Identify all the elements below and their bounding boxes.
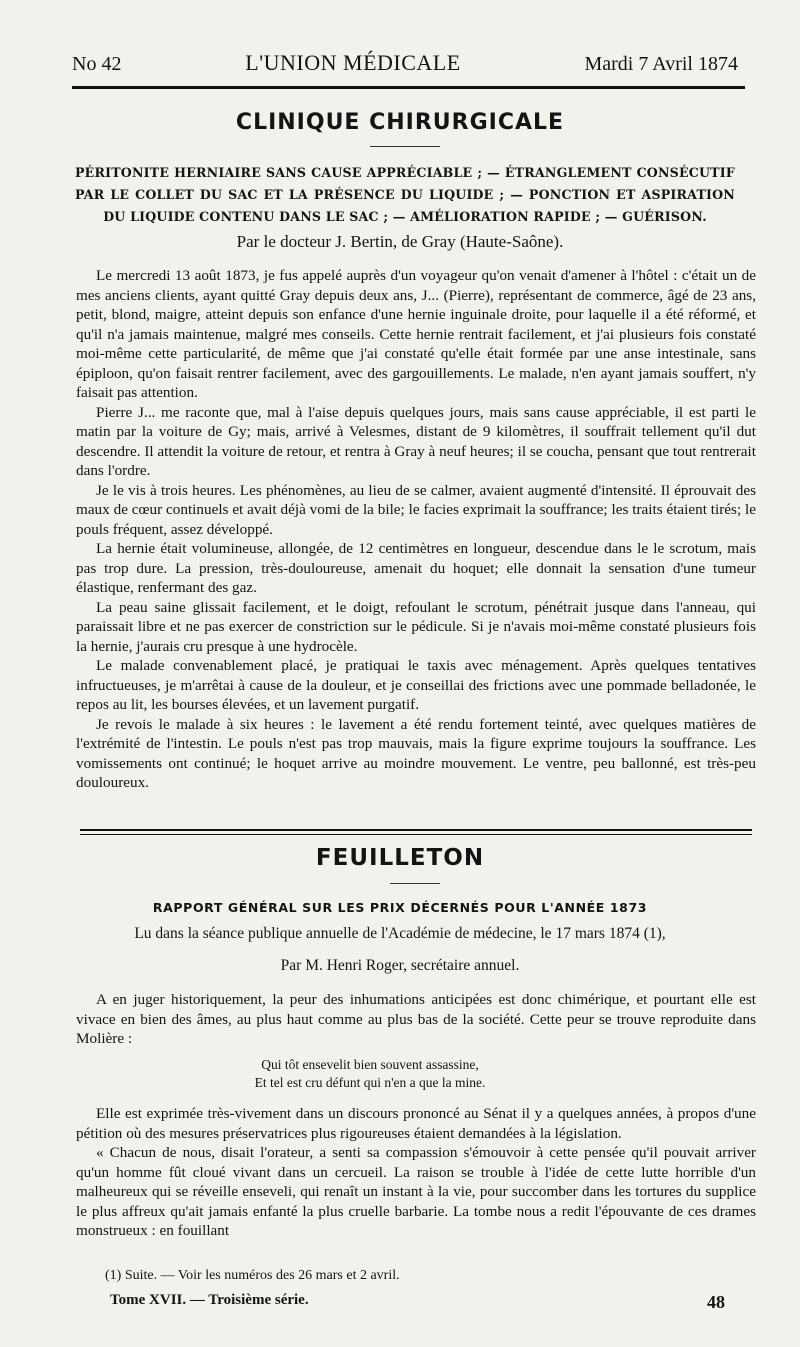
page-header (72, 50, 738, 84)
article-subtitle: PÉRITONITE HERNIAIRE SANS CAUSE APPRÉCIABLE ; — ÉTRANGLEMENT CONSÉCUTIF PAR LE COLLET DU SAC ET LA PRÉSENCE DU LIQUIDE ; — PONCTION ET ASPIRATION DU LIQUIDE CONTENU DANS LE SAC ; — AMÉLIORATION RAPIDE ; — GUÉRISON. (75, 165, 735, 224)
paragraph: Le malade convenablement placé, je pratiquai le taxis avec ménagement. Après quelques tentatives infructueuses, je m'arrêtai à cause de la douleur, et je conseillai des frictions avec une pommade belladonée, le repos au lit, les bourses élevées, et un lavement purgatif. (76, 657, 756, 713)
section-title-clinique: CLINIQUE CHIRURGICALE (235, 110, 565, 135)
feuilleton-body (76, 1104, 756, 1241)
article-body (76, 266, 756, 793)
paragraph: Je le vis à trois heures. Les phénomènes, au lieu de se calmer, avaient augmenté d'intensité. Il éprouvait des maux de cœur continuels et avait déjà vomi de la bile; le facies exprimait la souffrance; les traits étaient tirés; le pouls fréquent, assez développé. (76, 481, 756, 538)
paragraph: La hernie était volumineuse, allongée, de 12 centimètres en longueur, descendue dans le le scrotum, mais pas trop dure. La pression, très-douloureuse, amenait du hoquet; elle donnait la sensation d'une tumeur élastique, renfermant des gaz. (76, 540, 756, 596)
paragraph: Je revois le malade à six heures : le lavement a été rendu fortement teinté, avec quelques matières de l'extrémité de l'intestin. Le pouls n'est pas trop mauvais, mais la figure exprime toujours la souffrance. Les vomissements ont continué; le hoquet arrive au moindre mouvement. Le ventre, peu ballonné, est très-peu douloureux. (76, 715, 756, 791)
moliere-quote (0, 1056, 800, 1092)
section-divider (390, 883, 440, 884)
quote-line: Qui tôt ensevelit bien souvent assassine, (261, 1057, 479, 1072)
footnote: (1) Suite. — Voir les numéros des 26 mars et 2 avril. (105, 1268, 400, 1283)
rapport-subtitle: Lu dans la séance publique annuelle de l'Académie de médecine, le 17 mars 1874 (1), (134, 925, 666, 942)
header-rule (72, 86, 745, 89)
section-divider (370, 146, 440, 147)
rapport-author: Par M. Henri Roger, secrétaire annuel. (280, 957, 520, 974)
paragraph: La peau saine glissait facilement, et le doigt, refoulant le scrotum, pénétrait jusque dans l'anneau, qui paraissait libre et ne pas exercer de constriction sur le pédicule. Si je n'avais moi-même constaté plusieurs fois la hernie, j'aurais cru presque à une hydrocèle. (76, 598, 756, 655)
rapport-title: RAPPORT GÉNÉRAL SUR LES PRIX DÉCERNÉS POUR L'ANNÉE 1873 (152, 900, 648, 915)
article-author: Par le docteur J. Bertin, de Gray (Haute-Saône). (236, 232, 564, 251)
page-number: 48 (707, 1292, 725, 1312)
quote-line: Et tel est cru défunt qui n'en a que la mine. (254, 1075, 486, 1090)
paragraph: A en juger historiquement, la peur des inhumations anticipées est donc chimérique, et pourtant elle est vivace en bien des âmes, au plus haut comme au plus bas de la société. Cette peur se trouve reproduite dans Molière : (76, 991, 756, 1047)
feuilleton-rule-thin (80, 834, 752, 835)
issue-date: Mardi 7 Avril 1874 (584, 53, 738, 75)
paragraph: Elle est exprimée très-vivement dans un discours prononcé au Sénat il y a quelques années, à propos d'une pétition où des mesures préservatrices plus rigoureuses étaient demandées à la législation. (76, 1105, 756, 1142)
tome-label: Tome XVII. — Troisième série. (110, 1292, 309, 1308)
feuilleton-body-intro (76, 990, 756, 1049)
paragraph: « Chacun de nous, disait l'orateur, a senti sa compassion s'émouvoir à cette pensée qu'il pouvait arriver qu'un homme fût cloué vivant dans un cercueil. La raison se trouble à l'idée de cette lutte horrible d'un malheureux qui se réveille enseveli, qui renaît un instant à la vie, pour succomber dans les tortures du supplice le plus affreux qu'ait jamais enfanté la plus cruelle barbarie. La tombe nous a redit l'épouvante de ces drames monstrueux : en fouillant (76, 1144, 756, 1239)
section-title-feuilleton: FEUILLETON (315, 845, 485, 871)
page-footer (110, 1292, 725, 1313)
feuilleton-rule (80, 829, 752, 831)
paragraph: Pierre J... me raconte que, mal à l'aise depuis quelques jours, mais sans cause appréciable, il est parti le matin par la voiture de Gy; mais, arrivé à Velesmes, distant de 9 kilomètres, il souffrait tellement qu'il dut descendre. Il attendit la voiture de retour, et rentra à Gray à neuf heures; il se coucha, pensant que tout rentrerait dans l'ordre. (76, 403, 756, 479)
issue-number: No 42 (72, 53, 122, 75)
journal-title: L'UNION MÉDICALE (245, 50, 461, 75)
paragraph: Le mercredi 13 août 1873, je fus appelé auprès d'un voyageur qu'on venait d'amener à l'hôtel : c'était un de mes anciens clients, ayant quitté Gray depuis deux ans, J... (Pierre), représentant de commerce, âgé de 23 ans, petit, blond, maigre, atteint depuis son enfance d'une hernie inguinale droite, pour laquelle il a été réformé, et qu'il n'a jamais maintenue, malgré mes conseils. Cette hernie rentrait facilement, et j'ai plusieurs fois constaté moi-même cette particularité, de même que j'ai constaté qu'elle était formée par une anse intestinale, sans épiploon, qu'on faisait rentrer facilement, avec des gargouillements. Le malade, n'en ayant jamais souffert, n'y faisait pas attention. (76, 267, 756, 401)
